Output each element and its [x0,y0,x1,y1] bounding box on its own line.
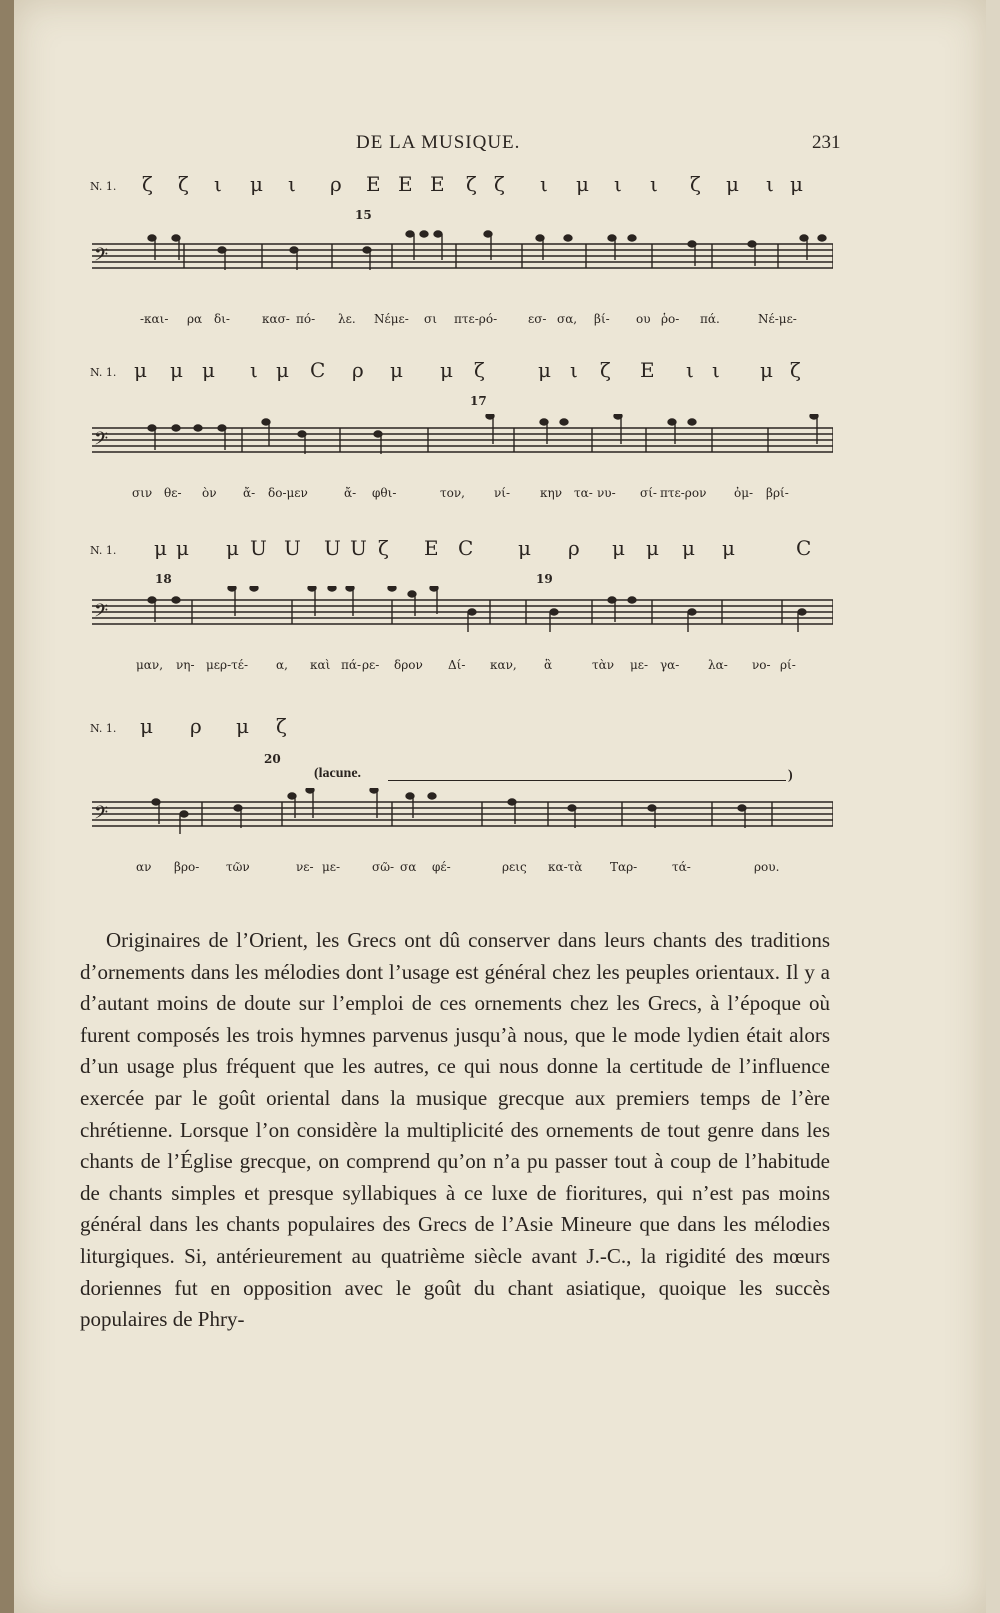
notation-glyph: ζ [790,358,801,382]
notation-glyph: μ [538,358,551,382]
notation-glyph: ρ [190,714,202,738]
music-staff [92,586,833,636]
lyric-syllable: δο-μεν [268,486,308,500]
notation-glyph: μ [250,172,263,196]
notation-glyph: ζ [690,172,701,196]
lyric-syllable: ὀμ- [734,486,754,500]
lyric-syllable: πά- [341,658,362,672]
lyric-syllable: ρε- [362,658,380,672]
lyric-syllable: κην [540,486,562,500]
lyric-syllable: ρεις [502,860,527,874]
measure-number: 18 [155,572,172,586]
notation-glyph: μ [202,358,215,382]
lyric-syllable: νε- [296,860,314,874]
lyric-syllable: πτε-ρό- [454,312,498,326]
lyric-syllable: Ταρ- [610,860,638,874]
system-label: N. 1. [90,544,117,557]
notation-glyph: ρ [568,536,580,560]
lyric-syllable: ἃ [544,658,553,672]
lyric-syllable: σι [424,312,437,326]
music-staff [92,414,833,464]
lyric-syllable: κασ- [262,312,290,326]
svg-text:𝄢: 𝄢 [94,803,109,828]
notation-row [0,714,1000,766]
lyric-syllable: καὶ [310,658,331,672]
notation-glyph: μ [612,536,625,560]
lyric-syllable: καν, [490,658,517,672]
lyric-syllable: κα-τὰ [548,860,583,874]
notation-glyph: ζ [494,172,505,196]
notation-glyph: μ [390,358,403,382]
music-staff [92,788,833,838]
lyric-syllable: γα- [660,658,680,672]
lacune-label: (lacune. [314,766,362,781]
notation-glyph: ι [540,172,548,196]
lyric-syllable: βρί- [766,486,789,500]
measure-number: 20 [264,752,281,766]
lyric-syllable: βρο- [174,860,200,874]
notation-glyph: μ [226,536,239,560]
lyric-syllable: πό- [296,312,316,326]
lyric-syllable: σί- [640,486,657,500]
notation-glyph: C [458,536,474,560]
notation-glyph: ι [288,172,296,196]
notation-glyph: μ [134,358,147,382]
running-head: DE LA MUSIQUE. [356,132,521,153]
notation-glyph: μ [790,172,803,196]
music-system-1 [0,172,1000,332]
page-header [0,132,1000,162]
notation-glyph: μ [722,536,735,560]
lyric-syllable: σα [400,860,417,874]
notation-glyph: μ [440,358,453,382]
lyric-syllable: σῶ- [372,860,395,874]
notation-glyph: μ [518,536,531,560]
lyric-syllable: δι- [214,312,230,326]
lyric-syllable: ἄ- [243,486,256,500]
notation-glyph: ζ [600,358,611,382]
lyric-syllable: ρου. [754,860,780,874]
lyric-syllable: τὰν [592,658,615,672]
notation-glyph: μ [682,536,695,560]
lyric-syllable: λα- [708,658,728,672]
notation-glyph: μ [576,172,589,196]
system-label: N. 1. [90,180,117,193]
notation-glyph: C [796,536,812,560]
music-system-2 [0,358,1000,518]
lyric-syllable: νί- [494,486,511,500]
notation-glyph: ι [614,172,622,196]
notation-glyph: E [430,172,445,196]
notation-glyph: μ [176,536,189,560]
music-staff [92,230,833,280]
lyric-syllable: ὸν [202,486,217,500]
notation-glyph: μ [154,536,167,560]
notation-glyph: μ [170,358,183,382]
notation-glyph: ι [570,358,578,382]
notation-glyph: ι [650,172,658,196]
lacune-close: ) [788,768,793,783]
notation-glyph: U [324,536,341,560]
lyric-syllable: ου [636,312,651,326]
notation-glyph: ι [766,172,774,196]
lyric-syllable: ρί- [780,658,796,672]
lyric-syllable: θε- [164,486,182,500]
lyric-syllable: νη- [176,658,195,672]
lyric-syllable: τῶν [226,860,250,874]
notation-glyph: ι [214,172,222,196]
notation-glyph: μ [760,358,773,382]
lyrics-line [0,860,1000,878]
notation-glyph: U [284,536,301,560]
lyric-syllable: βί- [594,312,610,326]
notation-row [0,358,1000,408]
body-text [80,925,830,1336]
lyric-syllable: πτε-ρον [660,486,707,500]
notation-glyph: U [250,536,267,560]
system-label: N. 1. [90,722,117,735]
notation-glyph: μ [140,714,153,738]
lyric-syllable: αν [136,860,152,874]
notation-glyph: U [350,536,367,560]
lyric-syllable: Νέμε- [374,312,409,326]
lyric-syllable: σιν [132,486,153,500]
lyric-syllable: νυ- [597,486,616,500]
lacune-line [388,780,786,781]
lyric-syllable: ἄ- [344,486,357,500]
lyrics-line [0,486,1000,504]
notation-glyph: ι [686,358,694,382]
notation-row [0,172,1000,222]
notation-glyph: ζ [142,172,153,196]
notation-glyph: E [424,536,439,560]
notation-glyph: E [640,358,655,382]
notation-glyph: ι [712,358,720,382]
notation-glyph: ζ [178,172,189,196]
lyric-syllable: με- [630,658,649,672]
notation-glyph: μ [646,536,659,560]
lyric-syllable: τον, [440,486,465,500]
music-system-4 [0,714,1000,894]
lyrics-line [0,658,1000,676]
lyric-syllable: νο- [752,658,771,672]
measure-number: 15 [355,208,372,222]
notation-glyph: ζ [474,358,485,382]
notation-glyph: ρ [352,358,364,382]
notation-glyph: E [398,172,413,196]
lyrics-line [0,312,1000,330]
lyric-syllable: φθι- [372,486,397,500]
lyric-syllable: φέ- [432,860,451,874]
lyric-syllable: σα, [557,312,578,326]
lyric-syllable: ρα [187,312,203,326]
lyric-syllable: μερ-τέ- [206,658,249,672]
notation-glyph: μ [726,172,739,196]
svg-text:𝄢: 𝄢 [94,245,109,270]
music-system-3 [0,536,1000,696]
lyric-syllable: ῥο- [661,312,680,326]
notation-glyph: ι [250,358,258,382]
notation-glyph: C [310,358,326,382]
system-label: N. 1. [90,366,117,379]
lyric-syllable: τά- [672,860,691,874]
notation-row [0,536,1000,586]
measure-number: 17 [470,394,487,408]
lyric-syllable: -και- [140,312,169,326]
lyric-syllable: α, [276,658,288,672]
svg-text:𝄢: 𝄢 [94,429,109,454]
notation-glyph: μ [276,358,289,382]
lyric-syllable: μαν, [136,658,164,672]
svg-text:𝄢: 𝄢 [94,601,109,626]
body-paragraph: Originaires de l’Orient, les Grecs ont dû conserver dans leurs chants des traditions d’ornements dans les mélodies dont l’usage est général chez les peuples orientaux. Il y a d’autant moins de doute sur l’emploi de ces ornements chez les Grecs, à l’époque où furent composés les trois hymnes parvenus jusqu’à nous, que le mode lydien était alors d’un usage plus fréquent que les autres, ce qui nous donne la certitude de l’influence exercée par le goût oriental dans la musique grecque aux premiers temps de l’ère chrétienne. Lorsque l’on considère la multiplicité des ornements de tout genre dans les chants de l’Église grecque, on comprend qu’on n’a pu passer tout à coup de l’habitude de chants simples et presque syllabiques à ce luxe de fioritures, qui n’est pas moins général dans les chants populaires des Grecs de l’Asie Mineure que dans les mélodies liturgiques. Si, antérieurement au quatrième siècle avant J.-C., la rigidité des mœurs doriennes fut en opposition avec le goût du chant asiatique, quoique les succès populaires de Phry- [80,928,830,1332]
lyric-syllable: λε. [338,312,356,326]
lyric-syllable: Δί- [448,658,466,672]
page-number: 231 [812,132,841,153]
notation-glyph: ζ [276,714,287,738]
lyric-syllable: Νέ-με- [758,312,797,326]
lyric-syllable: πά. [700,312,720,326]
notation-glyph: ζ [466,172,477,196]
notation-glyph: ρ [330,172,342,196]
lyric-syllable: με- [322,860,341,874]
notation-glyph: μ [236,714,249,738]
notation-glyph: E [366,172,381,196]
measure-number: 19 [536,572,553,586]
lyric-syllable: δρον [394,658,423,672]
lyric-syllable: εσ- [528,312,547,326]
lyric-syllable: τα- [574,486,593,500]
notation-glyph: ζ [378,536,389,560]
